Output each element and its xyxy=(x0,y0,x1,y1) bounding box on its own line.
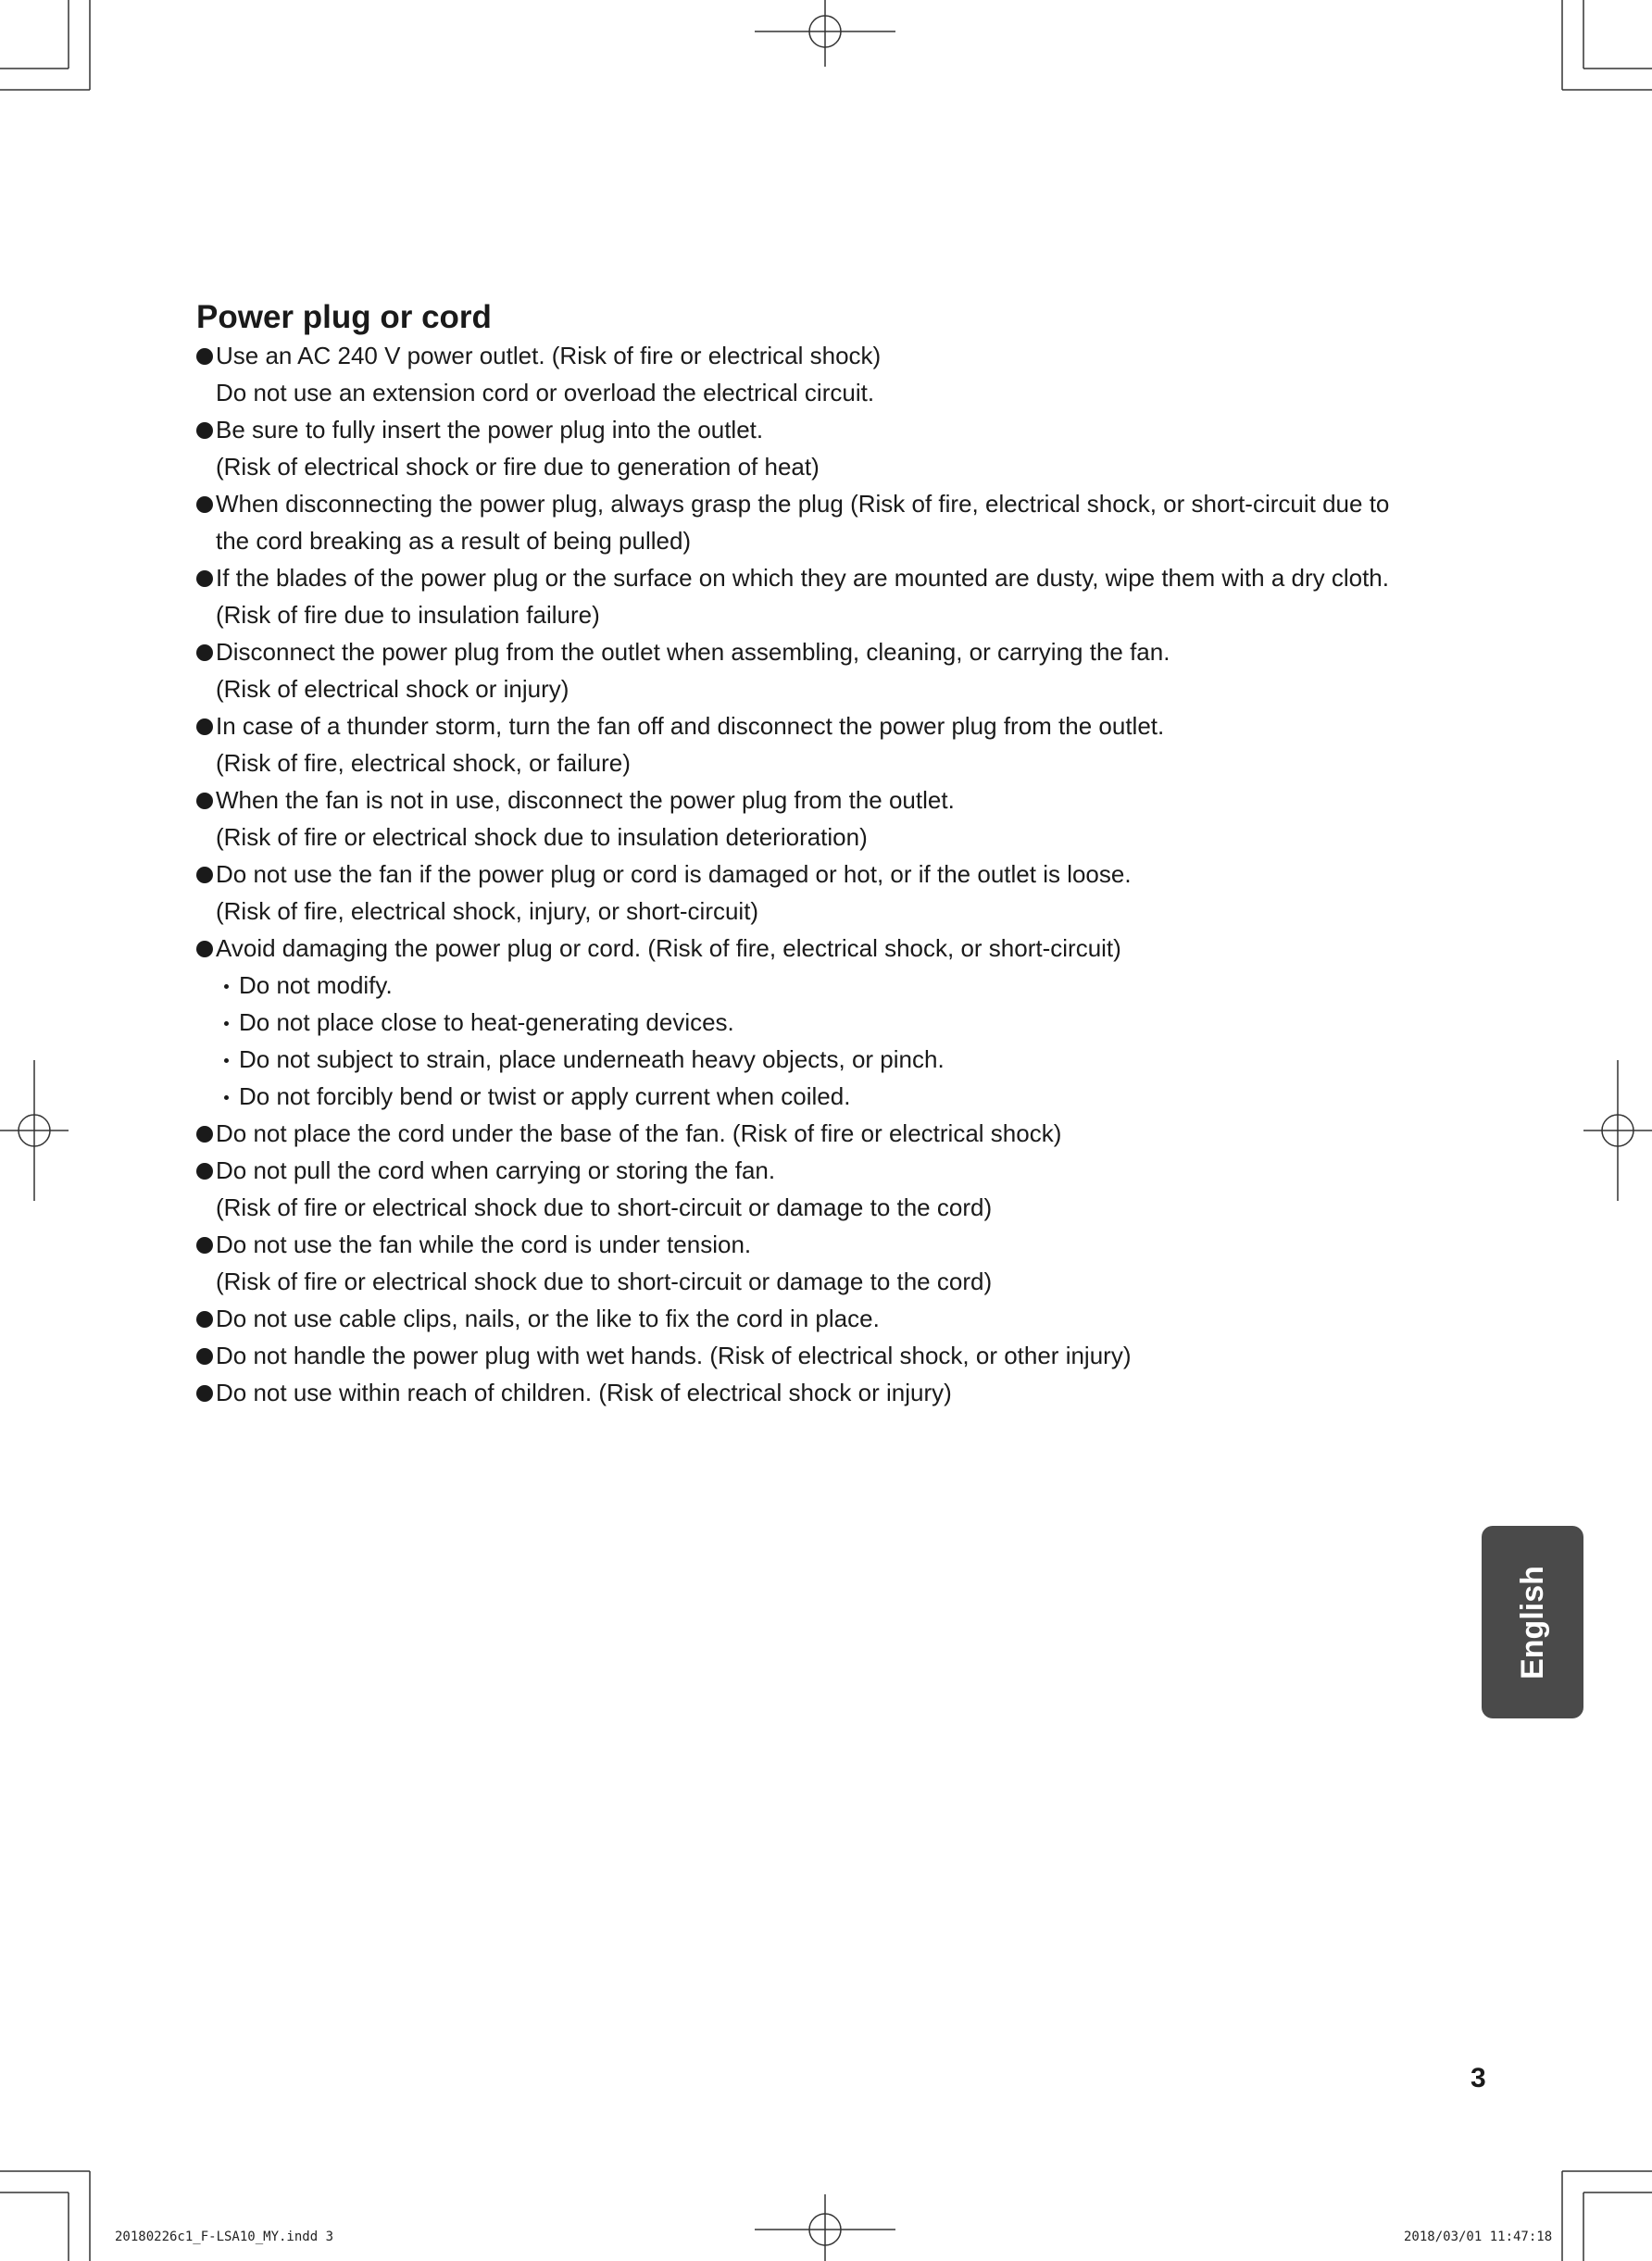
safety-item-line: Do not use the fan if the power plug or cord is damaged or hot, or if the outlet is loose. xyxy=(216,860,1132,888)
safety-subitem: Do not modify. xyxy=(196,967,1530,1004)
safety-item xyxy=(196,781,1530,856)
date-slug: 2018/03/01 11:47:18 xyxy=(1404,2230,1553,2244)
file-slug: 20180226c1_F-LSA10_MY.indd 3 xyxy=(115,2230,334,2244)
safety-item-line: When the fan is not in use, disconnect the power plug from the outlet. xyxy=(216,786,955,814)
safety-list xyxy=(196,337,1530,1411)
safety-item xyxy=(196,707,1530,781)
safety-item xyxy=(196,1300,1530,1337)
safety-item xyxy=(196,1115,1530,1152)
safety-item xyxy=(196,411,1530,485)
safety-item-line: Do not pull the cord when carrying or storing the fan. xyxy=(216,1156,776,1184)
safety-item xyxy=(196,559,1530,633)
safety-item xyxy=(196,485,1530,559)
safety-item-line: Avoid damaging the power plug or cord. (Risk of fire, electrical shock, or short-circuit) xyxy=(216,934,1121,962)
safety-item xyxy=(196,856,1530,930)
safety-section xyxy=(196,294,1530,1411)
safety-item xyxy=(196,1152,1530,1226)
safety-item-line: Do not use an extension cord or overload the electrical circuit. xyxy=(216,379,875,406)
language-tab xyxy=(1482,1526,1583,1718)
safety-item-line: (Risk of fire due to insulation failure) xyxy=(216,601,600,629)
safety-item-line: (Risk of fire or electrical shock due to short-circuit or damage to the cord) xyxy=(216,1193,993,1221)
safety-item xyxy=(196,1226,1530,1300)
safety-item-line: Be sure to fully insert the power plug into the outlet. xyxy=(216,416,764,443)
safety-item-line: Use an AC 240 V power outlet. (Risk of fire or electrical shock) xyxy=(216,342,882,369)
safety-item xyxy=(196,1374,1530,1411)
safety-subitem: Do not forcibly bend or twist or apply current when coiled. xyxy=(196,1078,1530,1115)
safety-item-line: (Risk of electrical shock or injury) xyxy=(216,675,569,703)
safety-subitem: Do not subject to strain, place underneath heavy objects, or pinch. xyxy=(196,1041,1530,1078)
safety-subitem: Do not place close to heat-generating devices. xyxy=(196,1004,1530,1041)
safety-item-line: (Risk of fire, electrical shock, or failure) xyxy=(216,749,631,777)
safety-item-line: Disconnect the power plug from the outlet when assembling, cleaning, or carrying the fan. xyxy=(216,638,1170,666)
safety-item-line: Do not handle the power plug with wet hands. (Risk of electrical shock, or other injury) xyxy=(216,1342,1132,1369)
safety-item xyxy=(196,337,1530,411)
safety-item xyxy=(196,1337,1530,1374)
safety-item-line: Do not place the cord under the base of the fan. (Risk of fire or electrical shock) xyxy=(216,1119,1062,1147)
page-number: 3 xyxy=(1471,2063,1486,2093)
safety-item-line: Do not use within reach of children. (Risk of electrical shock or injury) xyxy=(216,1379,952,1406)
section-heading: Power plug or cord xyxy=(196,299,492,335)
safety-item-line: Do not use cable clips, nails, or the like to fix the cord in place. xyxy=(216,1305,880,1332)
safety-item-line: (Risk of fire or electrical shock due to short-circuit or damage to the cord) xyxy=(216,1268,993,1295)
safety-item xyxy=(196,930,1530,967)
safety-item-line: If the blades of the power plug or the surface on which they are mounted are dusty, wipe them with a dry cloth. xyxy=(216,564,1389,592)
safety-item-line: (Risk of electrical shock or fire due to generation of heat) xyxy=(216,453,820,481)
safety-item xyxy=(196,633,1530,707)
safety-item-line: the cord breaking as a result of being pulled) xyxy=(216,527,692,555)
language-label: English xyxy=(1514,1565,1550,1680)
safety-item-line: Do not use the fan while the cord is under tension. xyxy=(216,1230,752,1258)
safety-item-line: (Risk of fire, electrical shock, injury, or short-circuit) xyxy=(216,897,759,925)
safety-item-line: (Risk of fire or electrical shock due to insulation deterioration) xyxy=(216,823,868,851)
safety-item-line: In case of a thunder storm, turn the fan off and disconnect the power plug from the outlet. xyxy=(216,712,1165,740)
safety-item-line: When disconnecting the power plug, always grasp the plug (Risk of fire, electrical shock, or short-circuit due to xyxy=(216,490,1390,518)
